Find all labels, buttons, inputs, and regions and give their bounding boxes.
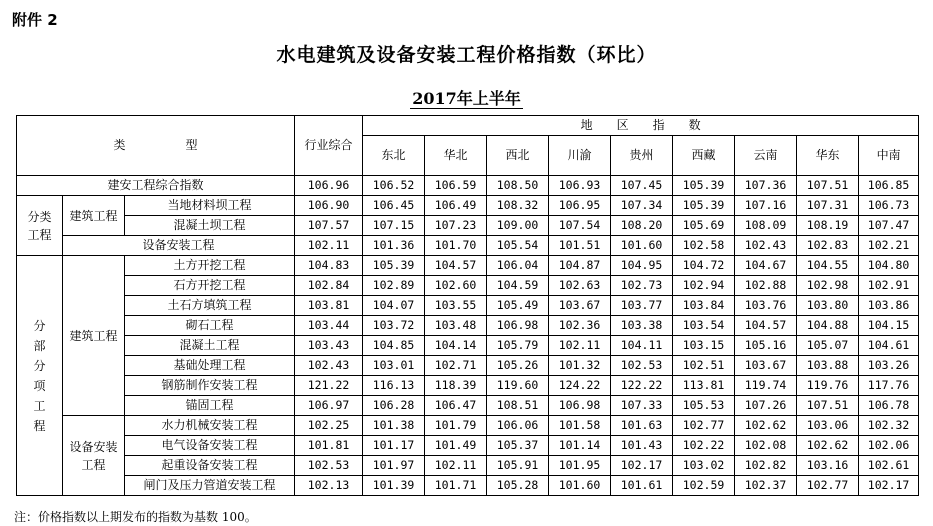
row-label: 闸门及压力管道安装工程 (125, 476, 295, 496)
value-cell: 106.96 (295, 176, 363, 196)
value-cell: 106.95 (549, 196, 611, 216)
row-label: 混凝土坝工程 (125, 216, 295, 236)
group-subitem-building: 建筑工程 (63, 256, 125, 416)
value-cell: 105.37 (487, 436, 549, 456)
value-cell: 106.59 (425, 176, 487, 196)
value-cell: 107.54 (549, 216, 611, 236)
row-label: 基础处理工程 (125, 356, 295, 376)
value-cell: 106.78 (859, 396, 919, 416)
value-cell: 105.26 (487, 356, 549, 376)
value-cell: 107.51 (797, 176, 859, 196)
value-cell: 118.39 (425, 376, 487, 396)
value-cell: 107.36 (735, 176, 797, 196)
value-cell: 108.50 (487, 176, 549, 196)
value-cell: 101.79 (425, 416, 487, 436)
value-cell: 104.83 (295, 256, 363, 276)
row-label: 锚固工程 (125, 396, 295, 416)
value-cell: 105.39 (363, 256, 425, 276)
value-cell: 105.91 (487, 456, 549, 476)
value-cell: 117.76 (859, 376, 919, 396)
value-cell: 101.95 (549, 456, 611, 476)
row-label: 设备安装工程 (63, 236, 295, 256)
value-cell: 102.77 (673, 416, 735, 436)
row-label: 土石方填筑工程 (125, 296, 295, 316)
value-cell: 124.22 (549, 376, 611, 396)
table-row (17, 216, 919, 236)
value-cell: 104.88 (797, 316, 859, 336)
value-cell: 105.28 (487, 476, 549, 496)
value-cell: 121.22 (295, 376, 363, 396)
value-cell: 107.26 (735, 396, 797, 416)
value-cell: 103.84 (673, 296, 735, 316)
value-cell: 101.14 (549, 436, 611, 456)
value-cell: 101.51 (549, 236, 611, 256)
value-cell: 113.81 (673, 376, 735, 396)
row-label: 钢筋制作安装工程 (125, 376, 295, 396)
row-label: 起重设备安装工程 (125, 456, 295, 476)
table-row (17, 176, 919, 196)
value-cell: 102.98 (797, 276, 859, 296)
value-cell: 102.11 (295, 236, 363, 256)
value-cell: 102.71 (425, 356, 487, 376)
value-cell: 102.53 (611, 356, 673, 376)
value-cell: 105.79 (487, 336, 549, 356)
value-cell: 107.16 (735, 196, 797, 216)
region-header-cell: 中南 (859, 136, 919, 176)
table-row (17, 416, 919, 436)
value-cell: 107.15 (363, 216, 425, 236)
value-cell: 119.74 (735, 376, 797, 396)
value-cell: 103.80 (797, 296, 859, 316)
table-row (17, 296, 919, 316)
table-row (17, 376, 919, 396)
region-header-cell: 云南 (735, 136, 797, 176)
value-cell: 105.39 (673, 176, 735, 196)
value-cell: 102.17 (859, 476, 919, 496)
value-cell: 101.60 (549, 476, 611, 496)
value-cell: 102.13 (295, 476, 363, 496)
value-cell: 104.61 (859, 336, 919, 356)
region-header-cell: 华东 (797, 136, 859, 176)
value-cell: 109.00 (487, 216, 549, 236)
table-row (17, 356, 919, 376)
value-cell: 105.07 (797, 336, 859, 356)
value-cell: 102.89 (363, 276, 425, 296)
value-cell: 104.07 (363, 296, 425, 316)
value-cell: 102.11 (549, 336, 611, 356)
value-cell: 105.39 (673, 196, 735, 216)
value-cell: 107.23 (425, 216, 487, 236)
value-cell: 106.45 (363, 196, 425, 216)
value-cell: 119.76 (797, 376, 859, 396)
value-cell: 102.63 (549, 276, 611, 296)
group-equipment-install: 设备安装工程 (63, 416, 125, 496)
type-header: 类 型 (17, 116, 295, 176)
value-cell: 103.55 (425, 296, 487, 316)
region-header-cell: 西北 (487, 136, 549, 176)
value-cell: 104.80 (859, 256, 919, 276)
value-cell: 103.16 (797, 456, 859, 476)
value-cell: 103.88 (797, 356, 859, 376)
value-cell: 106.06 (487, 416, 549, 436)
value-cell: 102.94 (673, 276, 735, 296)
table-row (17, 316, 919, 336)
table-row (17, 336, 919, 356)
value-cell: 102.22 (673, 436, 735, 456)
table-row (17, 396, 919, 416)
table-row (17, 436, 919, 456)
value-cell: 101.38 (363, 416, 425, 436)
value-cell: 103.43 (295, 336, 363, 356)
value-cell: 102.58 (673, 236, 735, 256)
row-label: 混凝土工程 (125, 336, 295, 356)
row-label: 水力机械安装工程 (125, 416, 295, 436)
industry-header: 行业综合 (295, 116, 363, 176)
value-cell: 102.61 (859, 456, 919, 476)
value-cell: 102.83 (797, 236, 859, 256)
value-cell: 102.77 (797, 476, 859, 496)
value-cell: 105.16 (735, 336, 797, 356)
value-cell: 103.76 (735, 296, 797, 316)
value-cell: 106.85 (859, 176, 919, 196)
row-label: 建安工程综合指数 (17, 176, 295, 196)
page-title: 水电建筑及设备安装工程价格指数（环比） (276, 44, 657, 66)
row-label: 砌石工程 (125, 316, 295, 336)
value-cell: 102.82 (735, 456, 797, 476)
value-cell: 102.84 (295, 276, 363, 296)
value-cell: 108.32 (487, 196, 549, 216)
value-cell: 104.67 (735, 256, 797, 276)
group-subitem-engineering: 分部分项工程 (17, 256, 63, 496)
value-cell: 106.73 (859, 196, 919, 216)
value-cell: 116.13 (363, 376, 425, 396)
value-cell: 106.47 (425, 396, 487, 416)
value-cell: 108.51 (487, 396, 549, 416)
row-label: 土方开挖工程 (125, 256, 295, 276)
value-cell: 101.81 (295, 436, 363, 456)
region-header-cell: 贵州 (611, 136, 673, 176)
value-cell: 107.57 (295, 216, 363, 236)
value-cell: 105.69 (673, 216, 735, 236)
value-cell: 101.49 (425, 436, 487, 456)
value-cell: 108.09 (735, 216, 797, 236)
value-cell: 103.44 (295, 316, 363, 336)
value-cell: 101.71 (425, 476, 487, 496)
value-cell: 102.73 (611, 276, 673, 296)
value-cell: 102.62 (735, 416, 797, 436)
period-subtitle (0, 86, 933, 109)
table-row (17, 456, 919, 476)
value-cell: 106.90 (295, 196, 363, 216)
value-cell: 103.77 (611, 296, 673, 316)
value-cell: 102.53 (295, 456, 363, 476)
value-cell: 101.39 (363, 476, 425, 496)
table-row (17, 256, 919, 276)
value-cell: 104.57 (735, 316, 797, 336)
value-cell: 101.61 (611, 476, 673, 496)
value-cell: 102.43 (295, 356, 363, 376)
table-row (17, 276, 919, 296)
value-cell: 107.33 (611, 396, 673, 416)
value-cell: 102.17 (611, 456, 673, 476)
value-cell: 105.53 (673, 396, 735, 416)
value-cell: 106.49 (425, 196, 487, 216)
value-cell: 102.37 (735, 476, 797, 496)
row-label: 石方开挖工程 (125, 276, 295, 296)
value-cell: 103.54 (673, 316, 735, 336)
value-cell: 106.04 (487, 256, 549, 276)
value-cell: 103.38 (611, 316, 673, 336)
value-cell: 119.60 (487, 376, 549, 396)
value-cell: 106.52 (363, 176, 425, 196)
value-cell: 102.59 (673, 476, 735, 496)
value-cell: 101.36 (363, 236, 425, 256)
value-cell: 108.19 (797, 216, 859, 236)
value-cell: 101.43 (611, 436, 673, 456)
value-cell: 108.20 (611, 216, 673, 236)
region-header-cell: 川渝 (549, 136, 611, 176)
value-cell: 103.67 (735, 356, 797, 376)
value-cell: 102.62 (797, 436, 859, 456)
value-cell: 107.31 (797, 196, 859, 216)
group-building-engineering: 建筑工程 (63, 196, 125, 236)
value-cell: 103.67 (549, 296, 611, 316)
region-header-cell: 东北 (363, 136, 425, 176)
value-cell: 106.93 (549, 176, 611, 196)
value-cell: 101.60 (611, 236, 673, 256)
value-cell: 107.47 (859, 216, 919, 236)
value-cell: 104.55 (797, 256, 859, 276)
value-cell: 102.25 (295, 416, 363, 436)
value-cell: 104.59 (487, 276, 549, 296)
value-cell: 102.11 (425, 456, 487, 476)
value-cell: 106.28 (363, 396, 425, 416)
group-class-engineering: 分类工程 (17, 196, 63, 256)
value-cell: 122.22 (611, 376, 673, 396)
value-cell: 101.70 (425, 236, 487, 256)
value-cell: 102.36 (549, 316, 611, 336)
table-row (17, 236, 919, 256)
footnote: 注：价格指数以上期发布的指数为基数 100。 (14, 510, 257, 524)
value-cell: 102.88 (735, 276, 797, 296)
value-cell: 102.32 (859, 416, 919, 436)
header-row-1 (17, 116, 919, 136)
value-cell: 104.95 (611, 256, 673, 276)
value-cell: 102.06 (859, 436, 919, 456)
value-cell: 103.26 (859, 356, 919, 376)
value-cell: 104.15 (859, 316, 919, 336)
value-cell: 103.15 (673, 336, 735, 356)
value-cell: 104.87 (549, 256, 611, 276)
value-cell: 106.97 (295, 396, 363, 416)
value-cell: 107.51 (797, 396, 859, 416)
value-cell: 107.45 (611, 176, 673, 196)
value-cell: 103.01 (363, 356, 425, 376)
value-cell: 101.97 (363, 456, 425, 476)
value-cell: 104.57 (425, 256, 487, 276)
value-cell: 106.98 (487, 316, 549, 336)
value-cell: 107.34 (611, 196, 673, 216)
row-label: 当地材料坝工程 (125, 196, 295, 216)
value-cell: 105.54 (487, 236, 549, 256)
value-cell: 104.11 (611, 336, 673, 356)
value-cell: 104.72 (673, 256, 735, 276)
value-cell: 106.98 (549, 396, 611, 416)
region-header-cell: 西藏 (673, 136, 735, 176)
table-row (17, 196, 919, 216)
value-cell: 102.21 (859, 236, 919, 256)
value-cell: 102.60 (425, 276, 487, 296)
value-cell: 102.08 (735, 436, 797, 456)
value-cell: 103.48 (425, 316, 487, 336)
value-cell: 101.32 (549, 356, 611, 376)
row-label: 电气设备安装工程 (125, 436, 295, 456)
value-cell: 103.02 (673, 456, 735, 476)
region-header: 地 区 指 数 (363, 116, 919, 136)
value-cell: 101.17 (363, 436, 425, 456)
value-cell: 103.86 (859, 296, 919, 316)
value-cell: 101.63 (611, 416, 673, 436)
value-cell: 105.49 (487, 296, 549, 316)
value-cell: 102.51 (673, 356, 735, 376)
value-cell: 104.85 (363, 336, 425, 356)
value-cell: 104.14 (425, 336, 487, 356)
value-cell: 103.06 (797, 416, 859, 436)
table-row (17, 476, 919, 496)
value-cell: 102.43 (735, 236, 797, 256)
region-header-cell: 华北 (425, 136, 487, 176)
value-cell: 102.91 (859, 276, 919, 296)
price-index-table (16, 115, 919, 496)
attachment-label: 附件 2 (12, 11, 58, 29)
value-cell: 103.72 (363, 316, 425, 336)
value-cell: 101.58 (549, 416, 611, 436)
value-cell: 103.81 (295, 296, 363, 316)
period-text: 2017年上半年 (412, 89, 521, 108)
